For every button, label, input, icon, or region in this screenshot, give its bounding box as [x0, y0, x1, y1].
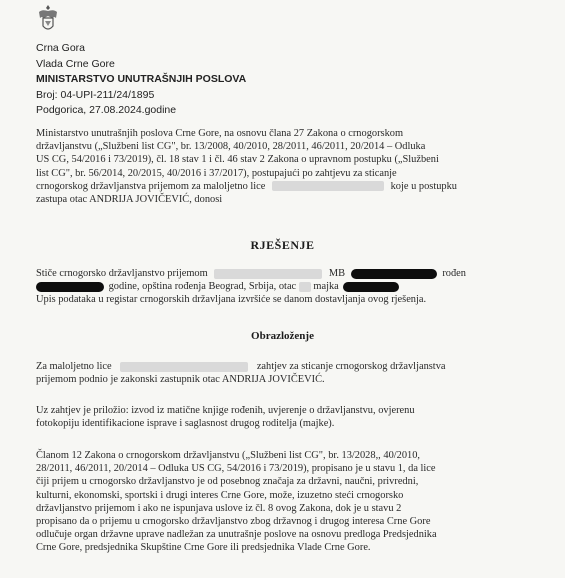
reasoning-line: fotokopiju identifikacione isprave i saglasnost drugog roditelja (majke). [36, 418, 335, 430]
reasoning-line: 28/2011, 46/2011, 20/2014 – Odluka US CG, 54/2016 i 73/2019), propisano je u stavu 1, da lice [36, 463, 436, 475]
coat-of-arms-icon [36, 4, 60, 34]
redacted-date [36, 282, 104, 292]
intro-text: koje u postupku [390, 180, 457, 192]
reasoning-text: Za maloljetno lice [36, 361, 112, 372]
redacted-id [351, 269, 437, 279]
decision-text: godine, opština rođenja Beograd, Srbija, otac [108, 281, 297, 293]
reasoning-title: Obrazloženje [251, 330, 314, 342]
reasoning-line: Crne Gore, predsjednika Skupštine Crne Gore ili predsjednika Vlade Crne Gore. [36, 542, 371, 554]
decision-text: Stiče crnogorsko državljanstvo prijemom [36, 268, 208, 279]
reasoning-line: državljanstvo prijemom i ako ne ispunjava uslove iz čl. 8 ovog Zakona, dok je u stavu 2 [36, 502, 402, 514]
intro-paragraph [36, 127, 536, 206]
decision-text: MB [328, 268, 346, 279]
intro-text: crnogorskog državljanstva prijemom za maloljetno lice [36, 180, 266, 192]
ministry-name: MINISTARSTVO UNUTRAŠNJIH POSLOVA [36, 73, 247, 85]
place-date: Podgorica, 27.08.2024.godine [36, 104, 177, 116]
redacted-name [214, 269, 322, 279]
reasoning-line: propisano da o prijemu u crnogorsko državljanstvo zbog državnog i drugog interesa Crne Gore [36, 516, 431, 528]
reasoning-paragraph-1 [36, 360, 536, 386]
decision-paragraph [36, 267, 536, 307]
file-number: Broj: 04-UPI-211/24/1895 [36, 88, 155, 101]
reasoning-line: čiji prijem u crnogorsko državljanstvo je od posebnog značaja za državni, naučni, privredni, [36, 476, 419, 488]
reasoning-paragraph-2 [36, 404, 536, 430]
intro-line: zastupa otac ANDRIJA JOVIČEVIĆ, donosi [36, 194, 223, 206]
decision-line [36, 267, 536, 280]
reasoning-line: prijemom podnio je zakonski zastupnik otac ANDRIJA JOVIČEVIĆ. [36, 374, 325, 386]
redacted-name [272, 181, 384, 191]
decision-text: majka [313, 281, 339, 293]
intro-line: US CG, 54/2016 i 73/2019), čl. 18 stav 1 i čl. 46 stav 2 Zakona o upravnom postupku („Službeni [36, 154, 439, 166]
intro-line [36, 180, 536, 193]
reasoning-text: zahtjev za sticanje crnogorskog državljanstva [256, 361, 446, 372]
reasoning-line: kulturni, ekonomski, sportski i drugi interes Crne Gore, može, izuzetno steći crnogorsko [36, 489, 404, 501]
reasoning-line: odlučuje organ državne uprave nadležan za unutrašnje poslove na osnovu predloga Predsjednika [36, 529, 437, 541]
document-header [36, 41, 246, 119]
reasoning-line [36, 360, 536, 373]
decision-line: Upis podataka u registar crnogorskih državljana izvršiće se danom dostavljanja ovog rješenja. [36, 294, 427, 306]
government-name: Vlada Crne Gore [36, 57, 115, 70]
reasoning-paragraph-3 [36, 449, 536, 555]
intro-line: državljanstvu („Službeni list CG", br. 13/2008, 40/2010, 28/2011, 46/2011, 20/2014 – Odluka [36, 141, 426, 153]
reasoning-line: Članom 12 Zakona o crnogorskom državljanstvu („Službeni list CG", br. 13/2028,, 40/2010, [36, 450, 421, 461]
intro-line: list CG", br. 56/2014, 20/2015, 40/2016 i 37/2017), postupajući po zahtjevu za sticanje [36, 167, 397, 179]
redacted-name [120, 362, 248, 372]
redacted-name [299, 282, 311, 292]
redacted-name [343, 282, 399, 292]
decision-text: rođen [442, 268, 466, 279]
reasoning-line: Uz zahtjev je priložio: izvod iz matične knjige rođenih, uvjerenje o državljanstvu, ovjerenu [36, 405, 415, 416]
intro-line: Ministarstvo unutrašnjih poslova Crne Gore, na osnovu člana 27 Zakona o crnogorskom [36, 128, 404, 139]
decision-title: RJEŠENJE [250, 238, 315, 252]
decision-line [36, 280, 536, 293]
country-name: Crna Gora [36, 42, 86, 54]
